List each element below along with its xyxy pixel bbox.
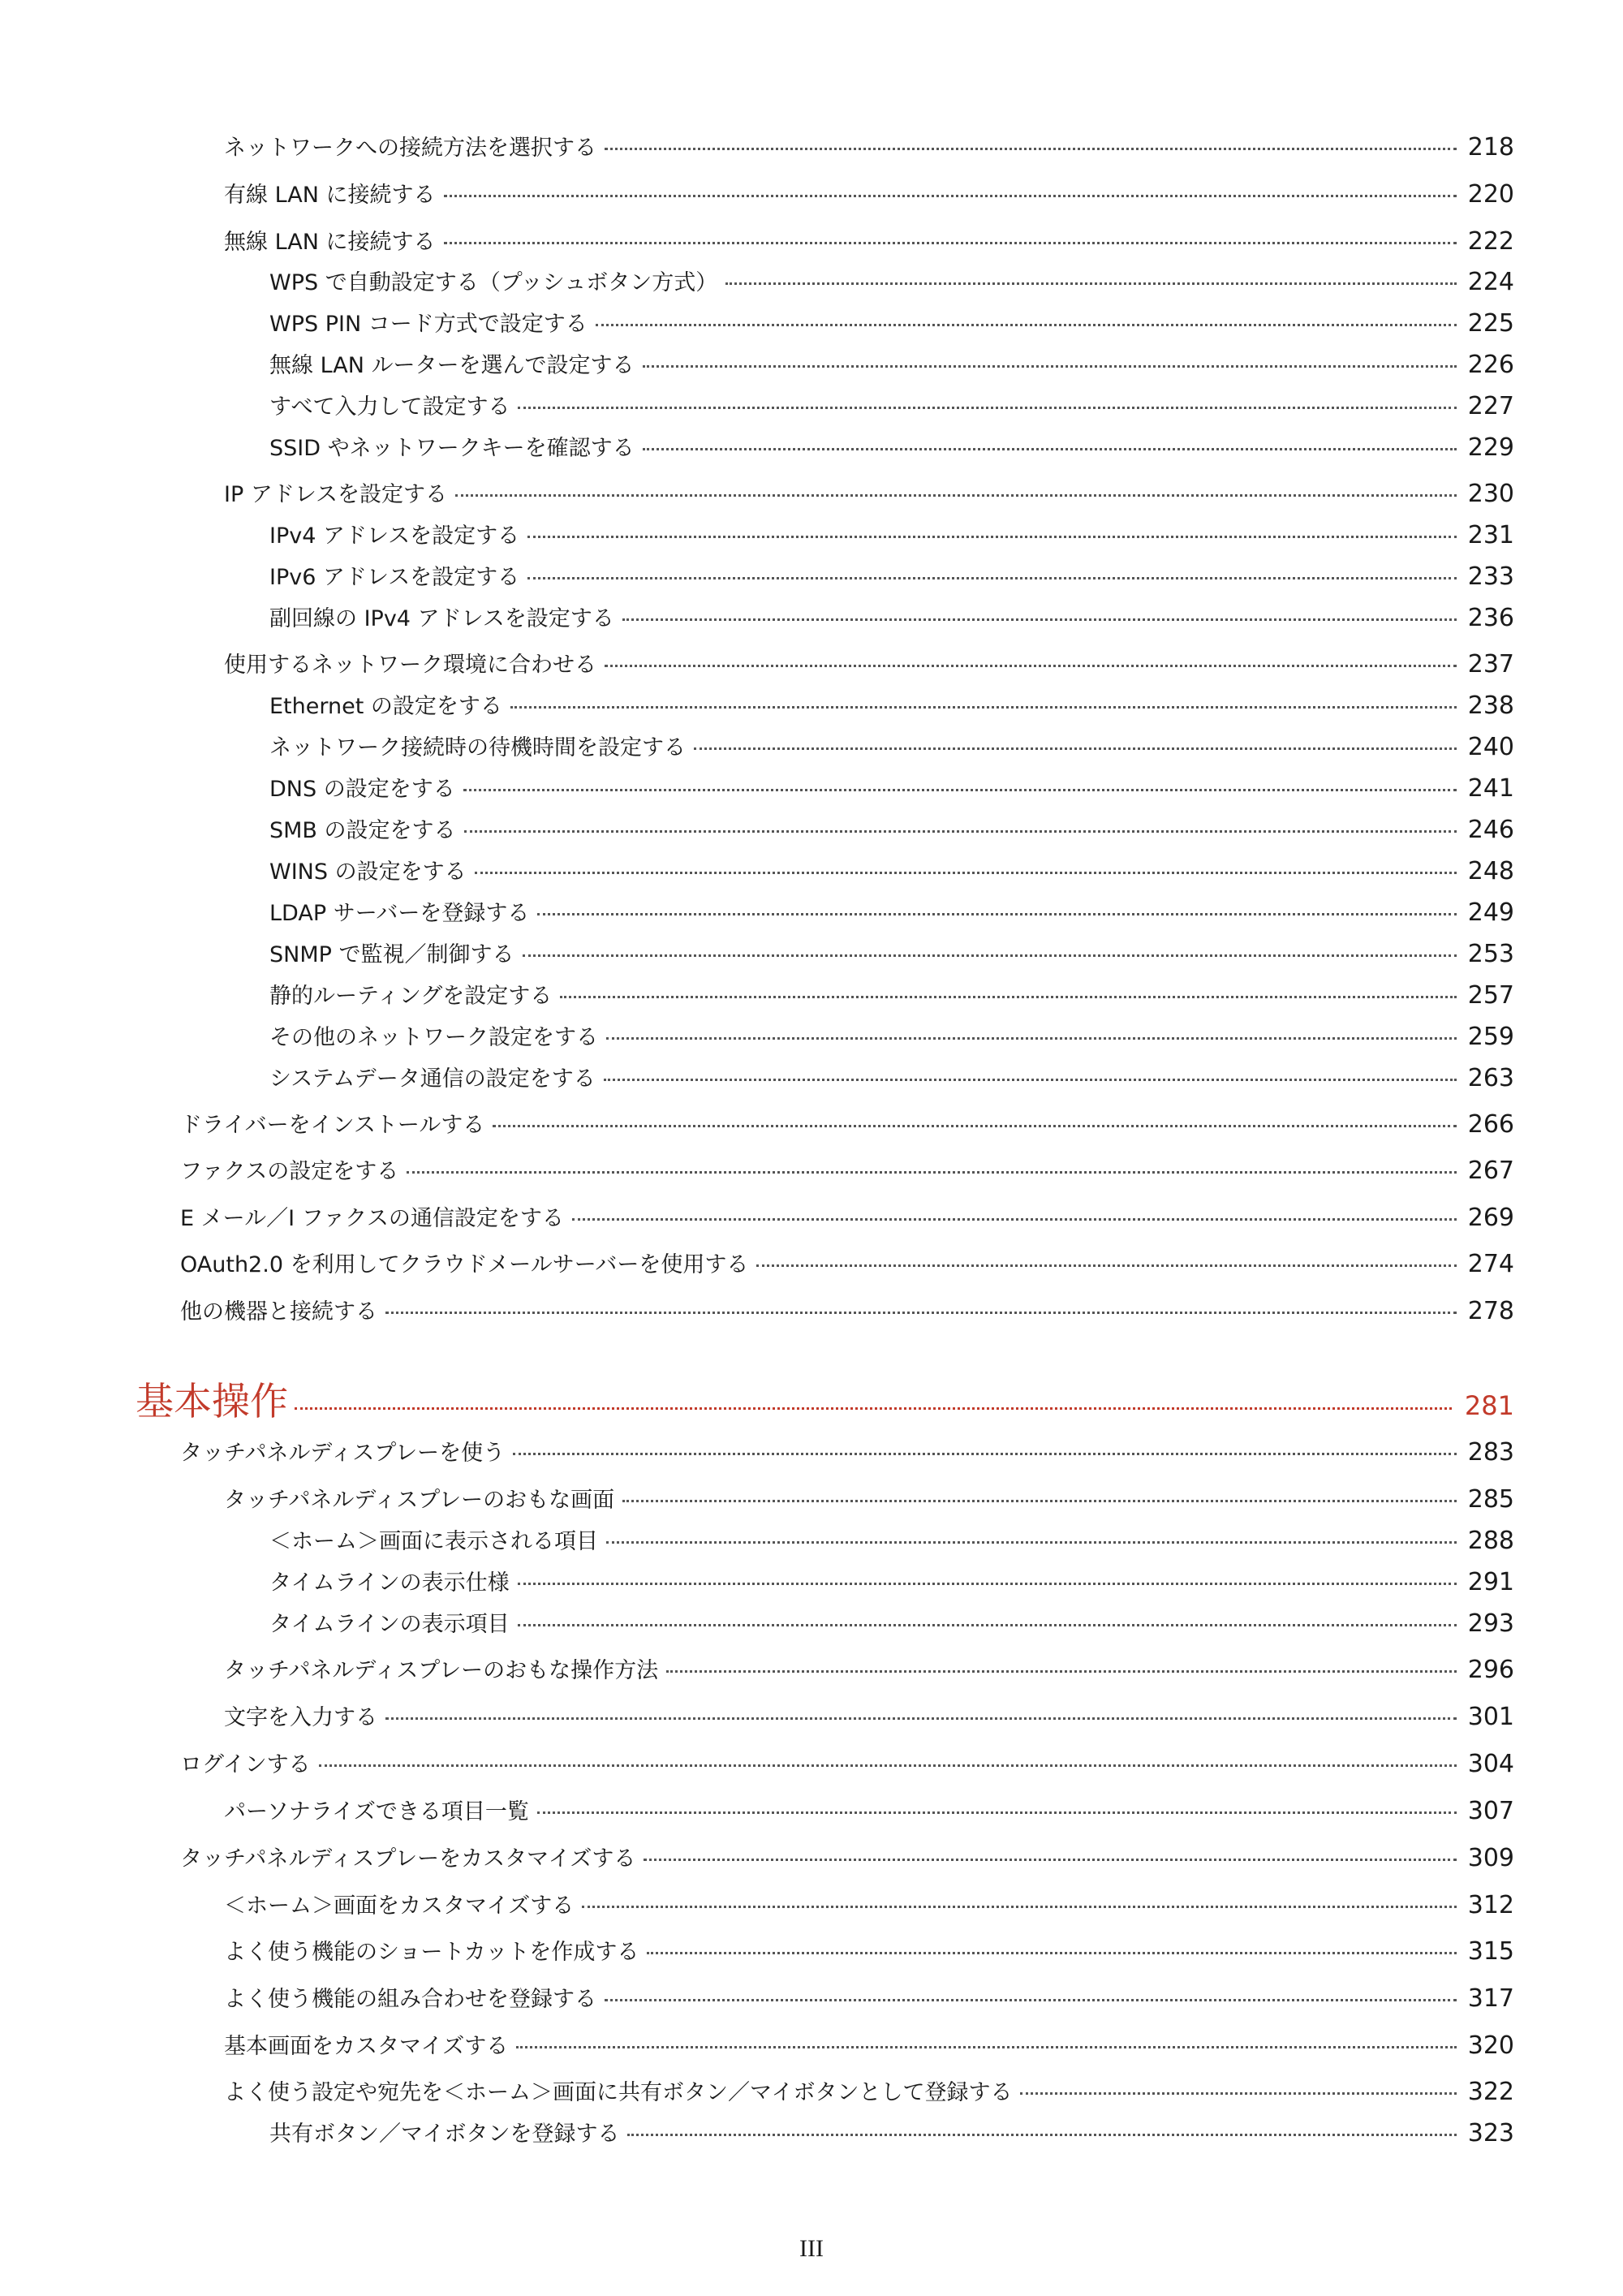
- toc-entry[interactable]: [224, 1794, 1514, 1829]
- toc-entry-page-number: 238: [1467, 691, 1514, 720]
- toc-entry-page-number: 224: [1467, 268, 1514, 296]
- toc-entry[interactable]: [224, 2074, 1514, 2110]
- toc-entry[interactable]: [269, 2116, 1514, 2152]
- dot-leader: [407, 1171, 1457, 1174]
- toc-entry-title: SMB の設定をする: [269, 818, 456, 843]
- toc-entry-title: IP アドレスを設定する: [224, 482, 448, 507]
- toc-entry[interactable]: [269, 1523, 1514, 1559]
- toc-entry[interactable]: [224, 1482, 1514, 1518]
- toc-entry[interactable]: [269, 559, 1514, 595]
- toc-entry-page-number: 301: [1467, 1703, 1514, 1731]
- toc-entry[interactable]: [269, 937, 1514, 972]
- toc-entry-title: IPv4 アドレスを設定する: [269, 523, 520, 549]
- dot-leader: [493, 1125, 1456, 1127]
- toc-entry-title: 副回線の IPv4 アドレスを設定する: [269, 606, 614, 631]
- toc-entry-page-number: 233: [1467, 562, 1514, 591]
- toc-entry-page-number: 278: [1467, 1297, 1514, 1325]
- dot-leader: [518, 1583, 1457, 1585]
- dot-leader: [523, 954, 1457, 957]
- toc-entry[interactable]: [224, 224, 1514, 260]
- toc-entry-title: E メール／I ファクスの通信設定をする: [180, 1206, 564, 1231]
- toc-entry[interactable]: [180, 1435, 1514, 1471]
- toc-entry-page-number: 288: [1467, 1527, 1514, 1555]
- toc-entry-title: ファクスの設定をする: [180, 1159, 399, 1184]
- toc-entry-title: LDAP サーバーを登録する: [269, 901, 530, 926]
- dot-leader: [622, 618, 1457, 621]
- dot-leader: [537, 1811, 1457, 1814]
- dot-leader: [560, 996, 1456, 998]
- dot-leader: [513, 1453, 1457, 1455]
- toc-entry-page-number: 248: [1467, 857, 1514, 885]
- toc-entry-title: タッチパネルディスプレーのおもな操作方法: [224, 1658, 659, 1683]
- dot-leader: [694, 747, 1457, 750]
- toc-entry[interactable]: [180, 1747, 1514, 1782]
- toc-entry-page-number: 296: [1467, 1656, 1514, 1684]
- toc-entry-title: ドライバーをインストールする: [180, 1113, 485, 1138]
- toc-entry-page-number: 225: [1467, 309, 1514, 338]
- toc-entry[interactable]: [269, 601, 1514, 636]
- toc-entry[interactable]: [224, 1888, 1514, 1923]
- toc-entry-title: 静的ルーティングを設定する: [269, 984, 553, 1009]
- toc-entry-title: Ethernet の設定をする: [269, 694, 502, 719]
- toc-entry-page-number: 257: [1467, 981, 1514, 1010]
- toc-entry[interactable]: [180, 1294, 1514, 1329]
- toc-entry[interactable]: [269, 389, 1514, 424]
- toc-entry-page-number: 320: [1467, 2031, 1514, 2060]
- dot-leader: [385, 1312, 1457, 1314]
- toc-entry[interactable]: [269, 771, 1514, 807]
- dot-leader: [604, 1079, 1457, 1081]
- dot-leader: [455, 494, 1457, 497]
- toc-entry[interactable]: [180, 1153, 1514, 1189]
- dot-leader: [756, 1264, 1456, 1267]
- toc-entry-page-number: 267: [1467, 1157, 1514, 1185]
- toc-entry[interactable]: [269, 1606, 1514, 1642]
- toc-entry-title: 共有ボタン／マイボタンを登録する: [269, 2122, 620, 2147]
- dot-leader: [606, 1541, 1457, 1544]
- toc-entry[interactable]: [224, 647, 1514, 683]
- dot-leader: [444, 195, 1457, 197]
- toc-entry-title: その他のネットワーク設定をする: [269, 1025, 598, 1050]
- toc-entry-page-number: 231: [1467, 521, 1514, 549]
- dot-leader: [516, 2046, 1457, 2048]
- toc-entry[interactable]: [180, 1247, 1514, 1282]
- dot-leader: [627, 2134, 1456, 2136]
- dot-leader: [643, 365, 1457, 368]
- toc-entry-page-number: 237: [1467, 650, 1514, 678]
- toc-entry-title: WINS の設定をする: [269, 859, 467, 885]
- toc-entry-page-number: 227: [1467, 392, 1514, 420]
- toc-entry-page-number: 230: [1467, 480, 1514, 508]
- toc-entry-page-number: 283: [1467, 1438, 1514, 1467]
- toc-entry-page-number: 269: [1467, 1204, 1514, 1232]
- toc-entry-page-number: 226: [1467, 351, 1514, 379]
- toc-entry[interactable]: [269, 895, 1514, 931]
- toc-entry[interactable]: [269, 1061, 1514, 1096]
- toc-entry-title: DNS の設定をする: [269, 777, 455, 802]
- toc-entry-page-number: 304: [1467, 1750, 1514, 1778]
- dot-leader: [643, 448, 1457, 450]
- toc-entry[interactable]: [269, 812, 1514, 848]
- dot-leader: [295, 1407, 1452, 1410]
- footer-page-number: III: [799, 2235, 824, 2262]
- dot-leader: [622, 1500, 1457, 1502]
- toc-entry-page-number: 317: [1467, 1984, 1514, 2013]
- toc-entry[interactable]: [269, 265, 1514, 300]
- toc-entry-page-number: 285: [1467, 1485, 1514, 1514]
- chapter-page-number: 281: [1464, 1390, 1514, 1421]
- toc-entry-title: IPv6 アドレスを設定する: [269, 565, 520, 590]
- toc-entry-page-number: 259: [1467, 1023, 1514, 1051]
- toc-entry[interactable]: [269, 306, 1514, 342]
- toc-entry-page-number: 315: [1467, 1937, 1514, 1966]
- toc-entry[interactable]: [269, 688, 1514, 724]
- dot-leader: [510, 706, 1457, 709]
- toc-entry-page-number: 220: [1467, 180, 1514, 209]
- toc-entry-page-number: 274: [1467, 1250, 1514, 1278]
- toc-entry-title: 無線 LAN ルーターを選んで設定する: [269, 353, 635, 378]
- toc-entry-title: SNMP で監視／制御する: [269, 942, 514, 967]
- dot-leader: [605, 1999, 1457, 2001]
- dot-leader: [464, 830, 1457, 833]
- toc-entry-title: タイムラインの表示仕様: [269, 1570, 510, 1596]
- chapter-title: 基本操作: [136, 1380, 288, 1424]
- toc-entry[interactable]: [224, 130, 1514, 166]
- toc-entry-page-number: 246: [1467, 816, 1514, 844]
- toc-entry-title: よく使う設定や宛先を＜ホーム＞画面に共有ボタン／マイボタンとして登録する: [224, 2080, 1013, 2105]
- toc-entry-title: ＜ホーム＞画面をカスタマイズする: [224, 1893, 575, 1919]
- toc-entry-page-number: 229: [1467, 433, 1514, 462]
- dot-leader: [725, 282, 1456, 285]
- toc-entry[interactable]: [269, 730, 1514, 765]
- toc-entry-title: ＜ホーム＞画面に表示される項目: [269, 1529, 598, 1554]
- toc-entry-title: タッチパネルディスプレーを使う: [180, 1441, 506, 1466]
- toc-entry[interactable]: [224, 1981, 1514, 2017]
- dot-leader: [605, 148, 1457, 150]
- toc-entry-title: ネットワーク接続時の待機時間を設定する: [269, 735, 686, 760]
- toc-entry-title: 基本画面をカスタマイズする: [224, 2034, 509, 2059]
- toc-entry-page-number: 249: [1467, 898, 1514, 927]
- toc-entry[interactable]: [224, 1699, 1514, 1735]
- toc-entry-title: ネットワークへの接続方法を選択する: [224, 136, 596, 161]
- dot-leader: [596, 324, 1457, 326]
- toc-entry-page-number: 312: [1467, 1891, 1514, 1919]
- toc-entry[interactable]: [224, 1934, 1514, 1970]
- toc-entry-title: すべて入力して設定する: [269, 394, 510, 420]
- toc-entry-title: タッチパネルディスプレーをカスタマイズする: [180, 1846, 636, 1872]
- toc-entry[interactable]: [269, 1565, 1514, 1600]
- dot-leader: [666, 1670, 1457, 1673]
- dot-leader: [606, 1037, 1457, 1040]
- toc-entry-page-number: 241: [1467, 774, 1514, 803]
- chapter-heading[interactable]: [136, 1372, 1514, 1424]
- toc-entry-title: ログインする: [180, 1752, 311, 1777]
- toc-entry-page-number: 293: [1467, 1609, 1514, 1638]
- toc-entry-page-number: 263: [1467, 1064, 1514, 1092]
- dot-leader: [647, 1952, 1456, 1954]
- dot-leader: [537, 913, 1456, 915]
- toc-entry-title: システムデータ通信の設定をする: [269, 1066, 596, 1092]
- toc-entry[interactable]: [269, 518, 1514, 554]
- dot-leader: [463, 789, 1457, 791]
- dot-leader: [475, 872, 1457, 874]
- toc-entry-page-number: 291: [1467, 1568, 1514, 1596]
- toc-entry-title: 他の機器と接続する: [180, 1299, 377, 1325]
- toc-entry[interactable]: [269, 347, 1514, 383]
- toc-entry-title: OAuth2.0 を利用してクラウドメールサーバーを使用する: [180, 1252, 749, 1277]
- dot-leader: [518, 1624, 1457, 1626]
- toc-entry[interactable]: [269, 1019, 1514, 1055]
- toc-entry[interactable]: [269, 854, 1514, 890]
- toc-entry[interactable]: [224, 2028, 1514, 2064]
- toc-entry-title: SSID やネットワークキーを確認する: [269, 436, 635, 461]
- toc-entry-page-number: 240: [1467, 733, 1514, 761]
- toc-entry[interactable]: [224, 476, 1514, 512]
- toc-entry-page-number: 309: [1467, 1844, 1514, 1872]
- dot-leader: [319, 1764, 1457, 1767]
- toc-entry[interactable]: [180, 1200, 1514, 1236]
- toc-entry-title: よく使う機能の組み合わせを登録する: [224, 1987, 596, 2012]
- toc-entry-title: 使用するネットワーク環境に合わせる: [224, 653, 596, 678]
- toc-entry[interactable]: [180, 1841, 1514, 1876]
- toc-entry-title: タッチパネルディスプレーのおもな画面: [224, 1488, 615, 1513]
- toc-entry[interactable]: [224, 177, 1514, 213]
- toc-entry-page-number: 323: [1467, 2119, 1514, 2147]
- dot-leader: [1020, 2092, 1456, 2095]
- toc-entry[interactable]: [180, 1107, 1514, 1143]
- dot-leader: [582, 1906, 1457, 1908]
- dot-leader: [605, 665, 1457, 667]
- toc-entry[interactable]: [269, 978, 1514, 1014]
- toc-entry-title: WPS PIN コード方式で設定する: [269, 312, 588, 337]
- dot-leader: [527, 577, 1457, 579]
- toc-entry-title: WPS で自動設定する（プッシュボタン方式）: [269, 270, 718, 295]
- dot-leader: [644, 1859, 1456, 1861]
- toc-entry-page-number: 236: [1467, 604, 1514, 632]
- toc-entry-title: タイムラインの表示項目: [269, 1612, 510, 1637]
- toc-entry[interactable]: [269, 430, 1514, 466]
- toc-entry-page-number: 307: [1467, 1797, 1514, 1825]
- toc-entry-title: パーソナライズできる項目一覧: [224, 1799, 529, 1824]
- toc-entry-title: 有線 LAN に接続する: [224, 183, 436, 208]
- toc-entry-page-number: 322: [1467, 2078, 1514, 2106]
- dot-leader: [385, 1717, 1457, 1720]
- toc-entry-title: 文字を入力する: [224, 1705, 377, 1730]
- dot-leader: [444, 242, 1457, 244]
- toc-entry-title: 無線 LAN に接続する: [224, 230, 436, 255]
- toc-entry-title: よく使う機能のショートカットを作成する: [224, 1940, 639, 1965]
- dot-leader: [518, 407, 1456, 409]
- dot-leader: [527, 536, 1457, 538]
- toc-entry-page-number: 218: [1467, 133, 1514, 162]
- toc-entry-page-number: 222: [1467, 227, 1514, 256]
- toc-entry-page-number: 253: [1467, 940, 1514, 968]
- dot-leader: [572, 1218, 1457, 1221]
- toc-entry-page-number: 266: [1467, 1110, 1514, 1139]
- toc-entry[interactable]: [224, 1652, 1514, 1688]
